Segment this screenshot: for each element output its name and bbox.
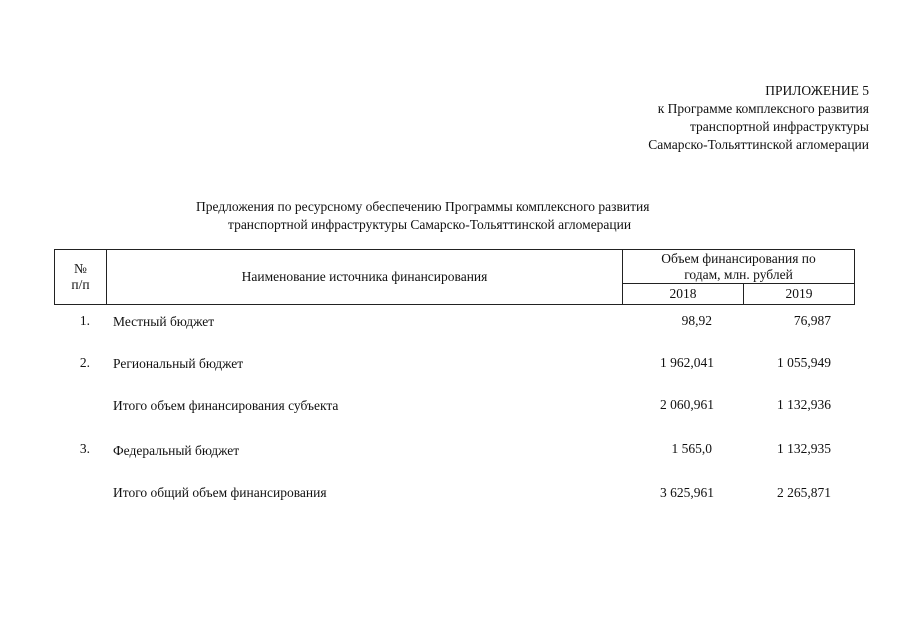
row-value-2019: 2 265,871 <box>777 485 831 500</box>
row-number: 1. <box>79 313 90 328</box>
row-value-2018: 98,92 <box>681 313 712 328</box>
row-source-name: Итого объем финансирования субъекта <box>113 398 339 413</box>
row-value-2018: 1 962,041 <box>660 355 714 370</box>
row-value-2018: 2 060,961 <box>660 397 714 412</box>
title-line-2: транспортной инфраструктуры Самарско-Тольяттинской агломерации <box>228 217 632 232</box>
header-year-2018: 2018 <box>623 284 744 305</box>
row-source-name: Региональный бюджет <box>113 356 244 371</box>
appendix-heading: ПРИЛОЖЕНИЕ 5 <box>765 83 869 98</box>
row-source-name: Местный бюджет <box>113 314 215 329</box>
header-number-symbol: № <box>74 261 87 276</box>
row-value-2019: 1 055,949 <box>777 355 831 370</box>
row-source-name: Федеральный бюджет <box>113 443 240 458</box>
row-value-2019: 1 132,936 <box>777 397 831 412</box>
row-number: 3. <box>79 441 90 456</box>
row-value-2018: 3 625,961 <box>660 485 714 500</box>
row-number: 2. <box>79 355 90 370</box>
appendix-line: к Программе комплексного развития <box>657 101 869 116</box>
header-year-2019: 2019 <box>744 284 855 305</box>
header-number-abbr: п/п <box>71 277 90 292</box>
header-source-name: Наименование источника финансирования <box>107 250 623 305</box>
title-line-1: Предложения по ресурсному обеспечению Программы комплексного развития <box>196 199 650 214</box>
row-value-2019: 1 132,935 <box>777 441 831 456</box>
appendix-line: Самарско-Тольяттинской агломерации <box>648 137 869 152</box>
header-volume-line-1: Объем финансирования по <box>661 250 816 266</box>
appendix-line: транспортной инфраструктуры <box>689 119 869 134</box>
row-value-2019: 76,987 <box>793 313 831 328</box>
row-source-name: Итого общий объем финансирования <box>113 485 327 500</box>
row-value-2018: 1 565,0 <box>671 441 712 456</box>
header-volume-line-2: годам, млн. рублей <box>684 266 793 282</box>
